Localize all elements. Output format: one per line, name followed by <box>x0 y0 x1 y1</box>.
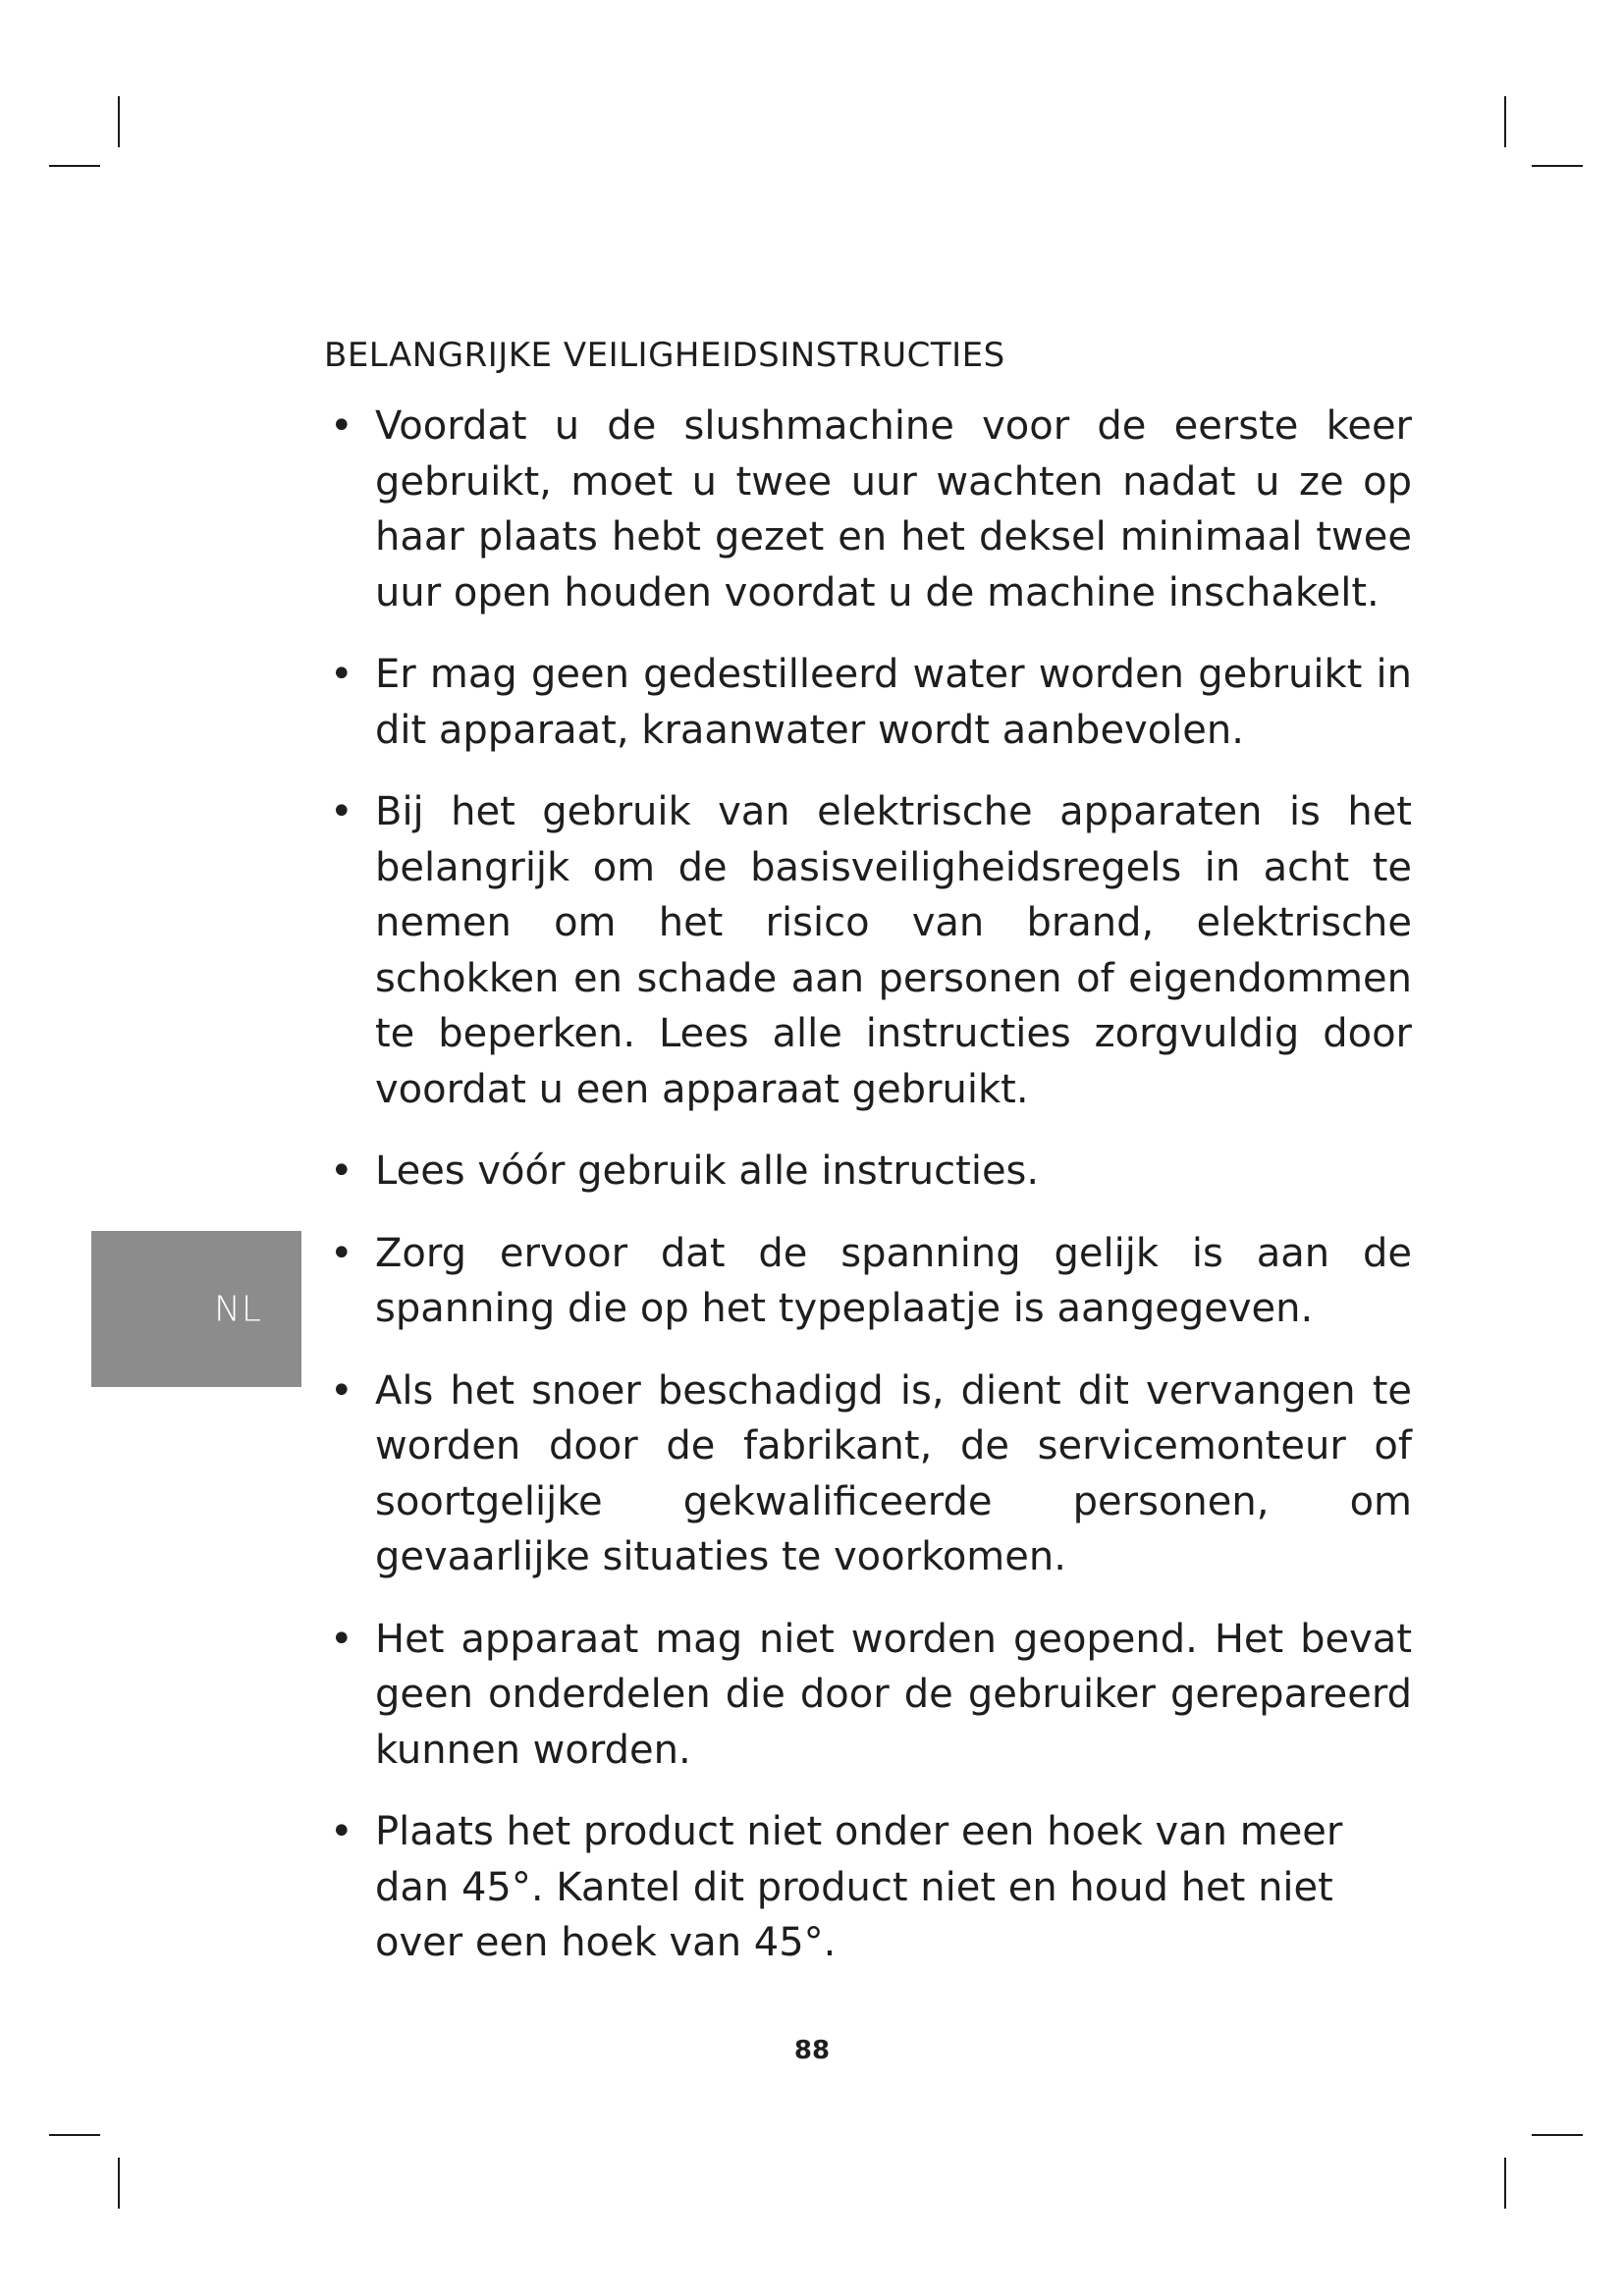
crop-mark-bottom-right-vertical <box>1504 2158 1506 2209</box>
bullet-icon: • <box>330 652 353 697</box>
bullet-icon: • <box>330 1148 353 1194</box>
list-item <box>324 647 1412 758</box>
safety-instructions-list <box>324 399 1412 1971</box>
list-item-text: Voordat u de slushmachine voor de eerste keer gebruikt, moet u twee uur wachten nadat u ze op haar plaats hebt gezet en het deksel minimaal twee uur open houden voordat u de machine inschakelt. <box>375 403 1412 615</box>
bullet-icon: • <box>330 1809 353 1854</box>
crop-mark-top-left-horizontal <box>49 165 100 167</box>
list-item <box>324 1612 1412 1779</box>
list-item <box>324 1363 1412 1585</box>
list-item-text: Bij het gebruik van elektrische apparaten is het belangrijk om de basisveiligheidsregels in acht te nemen om het risico van brand, elektrische schokken en schade aan personen of eigendommen te beperken. Lees alle instructies zorgvuldig door voordat u een apparaat gebruikt. <box>375 789 1412 1112</box>
list-item-text: Er mag geen gedestilleerd water worden gebruikt in dit apparaat, kraanwater wordt aanbevolen. <box>375 652 1412 753</box>
list-item-text: Plaats het product niet onder een hoek van meer dan 45°. Kantel dit product niet en houd het niet over een hoek van 45°. <box>375 1809 1343 1965</box>
list-item-text: Lees vóór gebruik alle instructies. <box>375 1148 1040 1194</box>
crop-mark-bottom-left-horizontal <box>49 2134 100 2136</box>
crop-mark-top-right-horizontal <box>1532 165 1583 167</box>
bullet-icon: • <box>330 403 353 449</box>
page-number: 88 <box>793 2036 831 2065</box>
section-heading: BELANGRIJKE VEILIGHEIDSINSTRUCTIES <box>324 336 1005 375</box>
crop-mark-top-left-vertical <box>118 96 120 147</box>
crop-mark-bottom-right-horizontal <box>1532 2134 1583 2136</box>
list-item <box>324 1804 1412 1971</box>
list-item <box>324 1144 1412 1200</box>
list-item-text: Het apparaat mag niet worden geopend. Het bevat geen onderdelen die door de gebruiker gerepareerd kunnen worden. <box>375 1616 1412 1773</box>
page-content <box>324 330 1412 1998</box>
list-item <box>324 399 1412 620</box>
language-tab-label: NL <box>214 1289 262 1329</box>
crop-mark-bottom-left-vertical <box>118 2158 120 2209</box>
list-item <box>324 784 1412 1117</box>
bullet-icon: • <box>330 789 353 834</box>
language-tab <box>91 1231 301 1387</box>
list-item-text: Als het snoer beschadigd is, dient dit vervangen te worden door de fabrikant, de servicemonteur of soortgelijke gekwalificeerde personen, om gevaarlijke situaties te voorkomen. <box>375 1367 1412 1579</box>
list-item-text: Zorg ervoor dat de spanning gelijk is aan de spanning die op het typeplaatje is aangegeven. <box>375 1230 1412 1331</box>
list-item <box>324 1226 1412 1337</box>
bullet-icon: • <box>330 1616 353 1662</box>
crop-mark-top-right-vertical <box>1504 96 1506 147</box>
bullet-icon: • <box>330 1230 353 1276</box>
bullet-icon: • <box>330 1367 353 1414</box>
